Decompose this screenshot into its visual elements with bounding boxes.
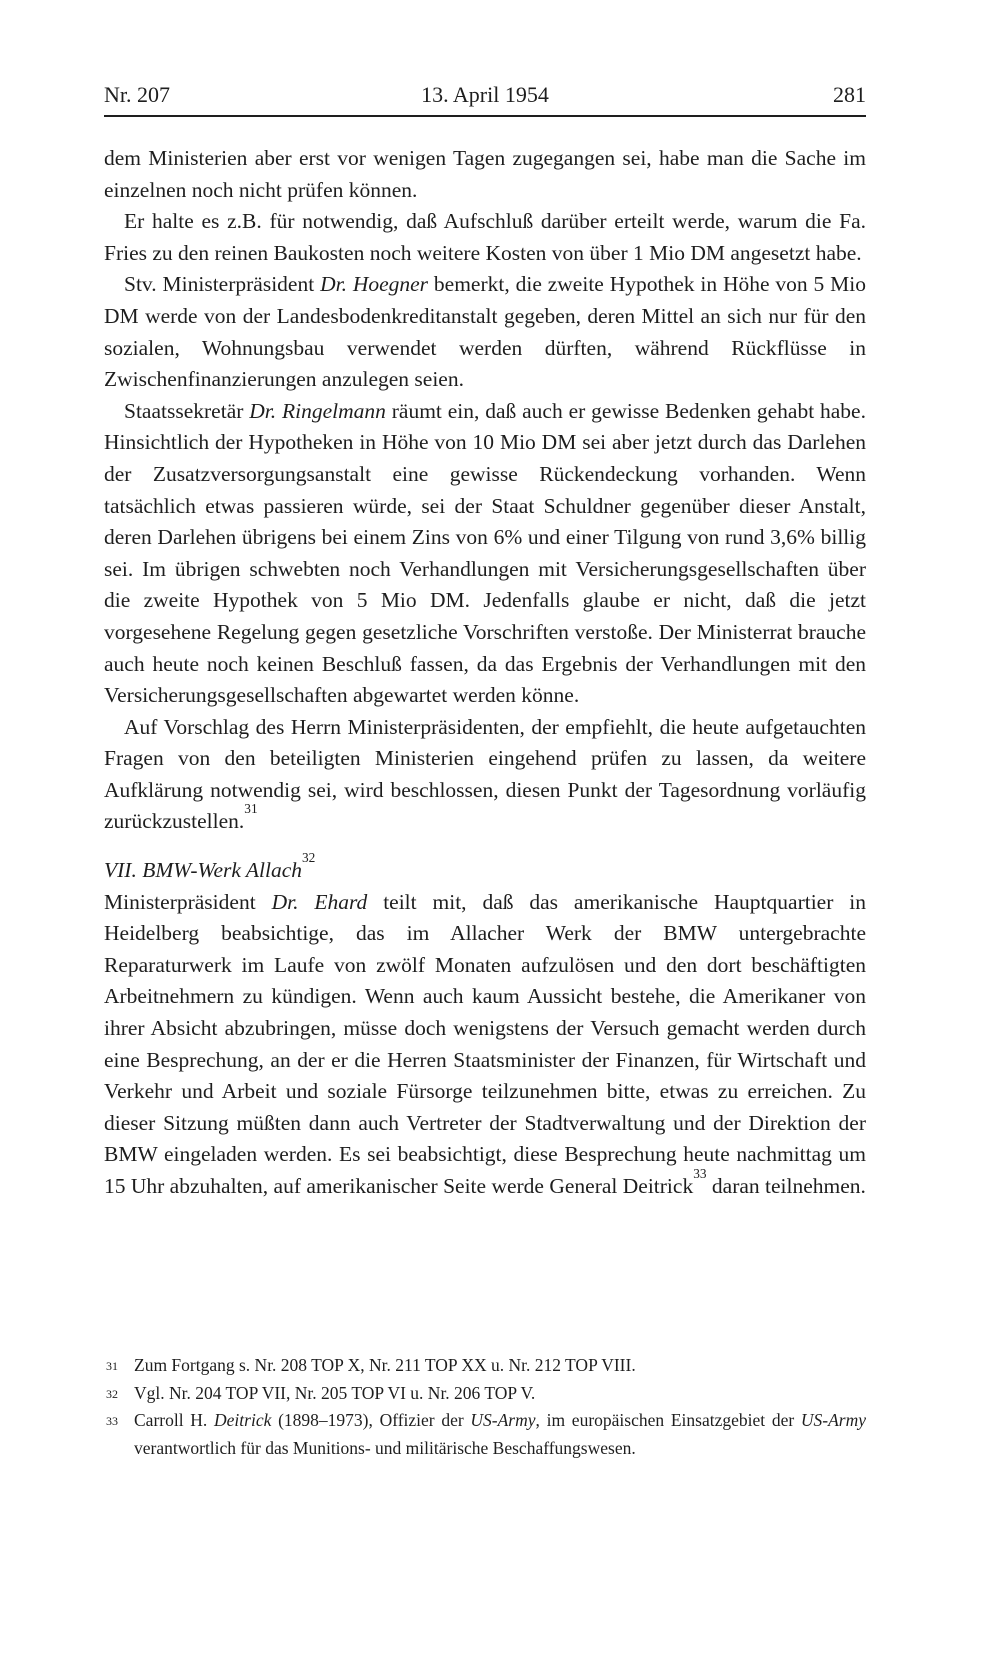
text-run: teilt mit, daß das amerikanische Hauptquartier in Heidelberg beabsichtige, das im Allacher Werk der BMW untergebrachte Reparaturwerk im Laufe von zwölf Monaten aufzulösen und den dort beschäftigten Arbeitnehmern zu kündigen. Wenn auch kaum Aussicht bestehe, die Amerikaner von ihrer Absicht abzubringen, müsse doch wenigstens der Versuch gemacht werden durch eine Besprechung, an der er die Herren Staatsminister der Finanzen, für Wirtschaft und Verkehr und Arbeit und soziale Fürsorge teilzunehmen bitte, etwas zu erreichen. Zu dieser Sitzung müßten dann auch Vertreter der Stadtverwaltung und der Direktion der BMW eingeladen werden. Es sei beabsichtigt, diese Besprechung heute nachmittag um 15 Uhr abzuhalten, auf amerikanischer Seite werde General Deitrick [104,889,866,1198]
text-run: Staatssekretär [124,398,250,423]
footnote-number: 33 [106,1414,118,1428]
text-run: Ministerpräsident [104,889,272,914]
footnote-ref-31: 31 [244,801,258,817]
page-content [104,82,866,1203]
footnote-33 [104,1407,866,1462]
term-italic: US-Army [470,1410,536,1430]
footnote-text: , im europäischen Einsatzgebiet der [535,1410,801,1430]
header-rule [104,115,866,117]
footnote-ref-33: 33 [693,1165,707,1181]
page-header [104,82,866,108]
footnote-ref-32: 32 [302,849,316,865]
person-name: Dr. Hoegner [320,272,429,297]
footnote-text: Carroll H. [134,1410,215,1430]
footnote-31 [104,1352,866,1380]
text-run: daran teilnehmen. [706,1174,866,1198]
paragraph [104,887,866,1203]
text-run: räumt ein, daß auch er gewisse Bedenken gehabt habe. Hinsichtlich der Hypotheken in Höhe von 10 Mio DM sei aber jetzt durch das Darlehen der Zusatzversorgungsanstalt eine gewisse Rückendeckung vorhanden. Wenn tatsächlich etwas passieren würde, sei der Staat Schuldner gegenüber dieser Anstalt, deren Darlehen übrigens bei einem Zins von 6% und einer Tilgung von rund 3,6% billig sei. Im übrigen schwebten noch Verhandlungen mit Versicherungsgesellschaften über die zweite Hypothek von 5 Mio DM. Jedenfalls glaube er nicht, daß die jetzt vorgesehene Regelung gegen gesetzliche Vorschriften verstoße. Der Ministerrat brauche auch heute noch keinen Beschluß fassen, da das Ergebnis der Verhandlungen mit den Versicherungsgesellschaften abgewartet werden könne. [104,398,866,708]
paragraph-continuation: dem Ministerien aber erst vor wenigen Tagen zugegangen sei, habe man die Sache im einzelnen noch nicht prüfen können. [104,146,866,202]
person-name: Dr. Ringelmann [249,398,386,423]
footnotes-section [104,1352,866,1462]
document-number: Nr. 207 [104,82,170,107]
paragraph: Er halte es z.B. für notwendig, daß Aufschluß darüber erteilt werde, warum die Fa. Fries zu den reinen Baukosten noch weitere Kosten von über 1 Mio DM angesetzt habe. [104,209,866,265]
footnote-32 [104,1380,866,1408]
page-number: 281 [833,82,866,107]
section-heading-text: VII. BMW-Werk Allach [104,858,303,883]
footnote-text: (1898–1973), Offizier der [271,1410,471,1430]
main-text [104,143,866,1203]
text-run: bemerkt, die zweite Hypothek in Höhe von 5 Mio DM werde von der Landesbodenkreditanstalt gegeben, deren Mittel an sich nur für den sozialen, Wohnungsbau verwendet werden dürften, während Rückflüsse in Zwischenfinanzierungen anzulegen seien. [104,272,866,392]
footnote-number: 31 [106,1359,118,1373]
term-italic: US-Army [800,1410,866,1430]
section-heading [104,849,866,887]
footnote-text: verantwortlich für das Munitions- und militärische Beschaffungswesen. [134,1437,636,1458]
text-run: Stv. Ministerpräsident [124,272,321,297]
footnote-number: 32 [106,1386,118,1401]
header-date: 13. April 1954 [421,82,549,107]
paragraph [104,269,866,395]
paragraph [104,396,866,712]
paragraph [104,712,866,838]
footnote-text: Vgl. Nr. 204 TOP VII, Nr. 205 TOP VI u. Nr. 206 TOP V. [134,1382,536,1403]
person-name: Deitrick [214,1410,272,1430]
text-run: Auf Vorschlag des Herrn Ministerpräsidenten, der empfiehlt, die heute aufgetauchten Fragen von den beteiligten Ministerien eingehend prüfen zu lassen, da weitere Aufklärung notwendig sei, wird beschlossen, diesen Punkt der Tagesordnung vorläufig zurückzustellen. [104,714,866,834]
person-name: Dr. Ehard [271,889,368,914]
footnote-text: Zum Fortgang s. Nr. 208 TOP X, Nr. 211 TOP XX u. Nr. 212 TOP VIII. [134,1355,636,1375]
